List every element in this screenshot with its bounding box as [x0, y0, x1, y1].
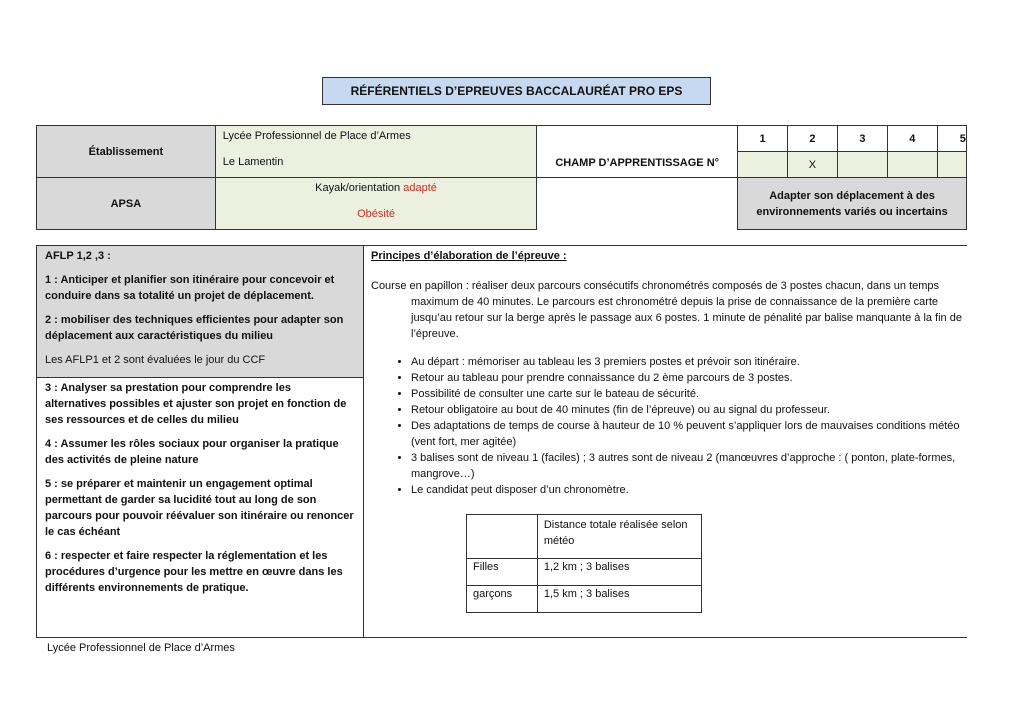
aflp-item-6: 6 : respecter et faire respecter la réglementation et les procédures d’urgence pour les mettre en œuvre dans les différents environnements de pratique. [45, 550, 343, 594]
distance-row-label: garçons [467, 586, 538, 613]
champ-number-3: 3 [837, 126, 887, 152]
champ-number-2: 2 [788, 126, 838, 152]
page-footer: Lycée Professionnel de Place d’Armes [47, 642, 235, 654]
header-table [36, 125, 967, 230]
bullet-item: • Retour obligatoire au bout de 40 minutes (fin de l’épreuve) ou au signal du professeur. [411, 402, 967, 418]
bullet-item: • 3 balises sont de niveau 1 (faciles) ; 3 autres sont de niveau 2 (manœuvres d’approche : ( ponton, plate-formes, mangrove…) [411, 450, 967, 482]
aflp-bottom [37, 378, 363, 596]
etablissement-cell [215, 126, 537, 178]
aflp-item-4: 4 : Assumer les rôles sociaux pour organiser la pratique des activités de pleine nature [45, 438, 339, 466]
distance-table-corner [467, 515, 538, 559]
aflp-top [37, 246, 363, 378]
champ-mark-2: X [788, 152, 838, 178]
etablissement-label: Établissement [37, 126, 216, 178]
aflp-item-1: 1 : Anticiper et planifier son itinéraire pour concevoir et conduire dans sa totalité un projet de déplacement. [45, 274, 335, 302]
champ-mark-4 [887, 152, 937, 178]
document-title: RÉFÉRENTIELS D’EPREUVES BACCALAURÉAT PRO EPS [322, 77, 711, 105]
apsa-value-main: Kayak/orientation [315, 182, 401, 194]
bullet-item: • Au départ : mémoriser au tableau les 3 premiers postes et prévoir son itinéraire. [411, 354, 967, 370]
aflp-heading: AFLP 1,2 ,3 : [45, 250, 111, 262]
champ-number-1: 1 [738, 126, 788, 152]
aflp-item-3: 3 : Analyser sa prestation pour comprendre les alternatives possibles et ajuster son projet en fonction de ses ressources et de celles du milieu [45, 382, 347, 426]
champ-mark-5 [937, 152, 966, 178]
bullet-item: • Des adaptations de temps de course à hauteur de 10 % peuvent s’appliquer lors de mauvaises conditions météo (vent fort, mer agitée) [411, 418, 967, 450]
bullet-item: • Retour au tableau pour prendre connaissance du 2 ème parcours de 3 postes. [411, 370, 967, 386]
champ-description: Adapter son déplacement à des environnements variés ou incertains [738, 178, 967, 230]
aflp-panel [36, 245, 364, 638]
champ-number-4: 4 [887, 126, 937, 152]
principes-bullets [371, 354, 967, 498]
apsa-value-red: adapté [403, 182, 437, 194]
champ-number-5: 5 [937, 126, 966, 152]
principes-intro-rest: maximum de 40 minutes. Le parcours est chronométré depuis la prise de connaissance de la première carte jusqu’au retour sur la berge après le passage aux 6 postes. 1 minute de pénalité par balise manquante à la fin de l’épreuve. [411, 296, 962, 340]
etablissement-name: Lycée Professionnel de Place d’Armes [222, 130, 411, 142]
table-row [467, 559, 702, 586]
apsa-cell [215, 178, 537, 230]
champ-mark-3 [837, 152, 887, 178]
aflp-item-5: 5 : se préparer et maintenir un engagement optimal permettant de garder sa lucidité tout au long de son parcours pour pouvoir réévaluer son itinéraire ou renoncer le cas échéant [45, 478, 354, 538]
header-spacer [537, 178, 738, 230]
aflp-item-2: 2 : mobiliser des techniques efficientes pour adapter son déplacement aux caractéristiques du milieu [45, 314, 344, 342]
principes-intro-first: Course en papillon : réaliser deux parcours consécutifs chronométrés composés de 3 postes chacun, dans un temps [371, 280, 940, 292]
aflp-note: Les AFLP1 et 2 sont évaluées le jour du CCF [45, 354, 266, 366]
apsa-label: APSA [37, 178, 216, 230]
champ-mark-1 [738, 152, 788, 178]
distance-row-value: 1,2 km ; 3 balises [537, 559, 701, 586]
table-row [467, 586, 702, 613]
distance-row-value: 1,5 km ; 3 balises [537, 586, 701, 613]
bullet-item: • Le candidat peut disposer d’un chronomètre. [411, 482, 967, 498]
bullet-item: • Possibilité de consulter une carte sur le bateau de sécurité. [411, 386, 967, 402]
apsa-value [216, 180, 537, 196]
distance-row-label: Filles [467, 559, 538, 586]
distance-table [466, 514, 702, 613]
etablissement-city: Le Lamentin [222, 156, 284, 168]
distance-table-header: Distance totale réalisée selon météo [537, 515, 701, 559]
principes-heading: Principes d’élaboration de l’épreuve : [371, 250, 567, 262]
champ-label: CHAMP D’APPRENTISSAGE N° [537, 126, 738, 178]
apsa-subtitle: Obésité [357, 208, 395, 220]
